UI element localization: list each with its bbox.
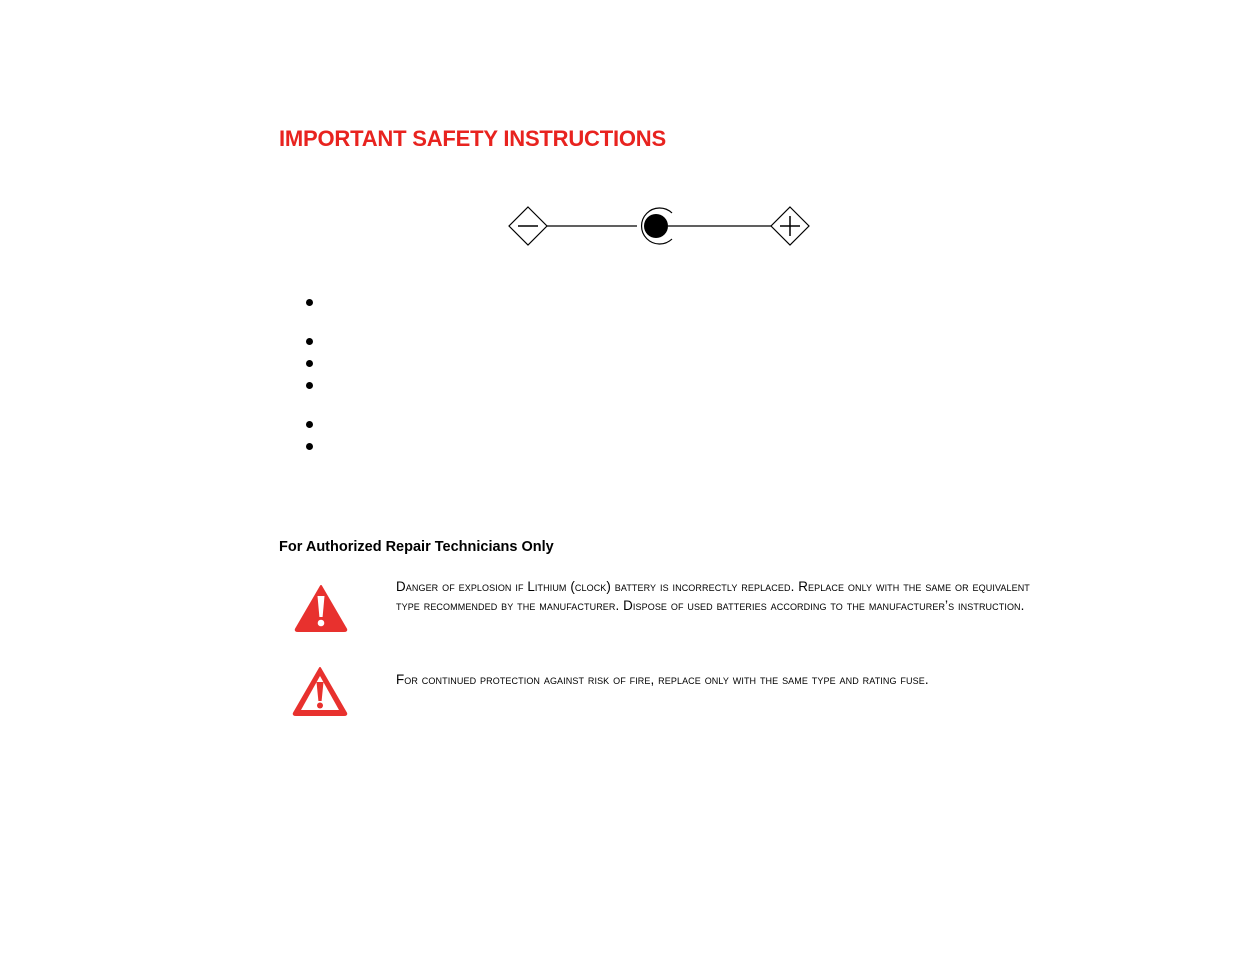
center-pin-icon bbox=[642, 208, 672, 244]
bullet-point bbox=[306, 382, 313, 389]
bullet-point bbox=[306, 421, 313, 428]
bullet-point bbox=[306, 299, 313, 306]
dc-polarity-icon bbox=[505, 203, 815, 251]
bullet-point bbox=[306, 443, 313, 450]
warning-text: Danger of explosion if Lithium (clock) battery is incorrectly replaced. Replace only with the same or equivalent type recommended by the manufacturer. Dispose of used batteries according to the manufacturer’s instruction. bbox=[396, 579, 1030, 613]
technicians-section-heading: For Authorized Repair Technicians Only bbox=[279, 539, 554, 555]
positive-terminal-icon bbox=[771, 207, 809, 245]
warning-triangle-solid-icon bbox=[293, 583, 349, 633]
warning-text: For continued protection against risk of fire, replace only with the same type and rating fuse. bbox=[396, 672, 929, 687]
page-title: IMPORTANT SAFETY INSTRUCTIONS bbox=[279, 126, 666, 151]
bullet-point bbox=[306, 338, 313, 345]
warning-triangle-outline-icon bbox=[291, 665, 349, 717]
bullet-point bbox=[306, 360, 313, 367]
negative-terminal-icon bbox=[509, 207, 547, 245]
